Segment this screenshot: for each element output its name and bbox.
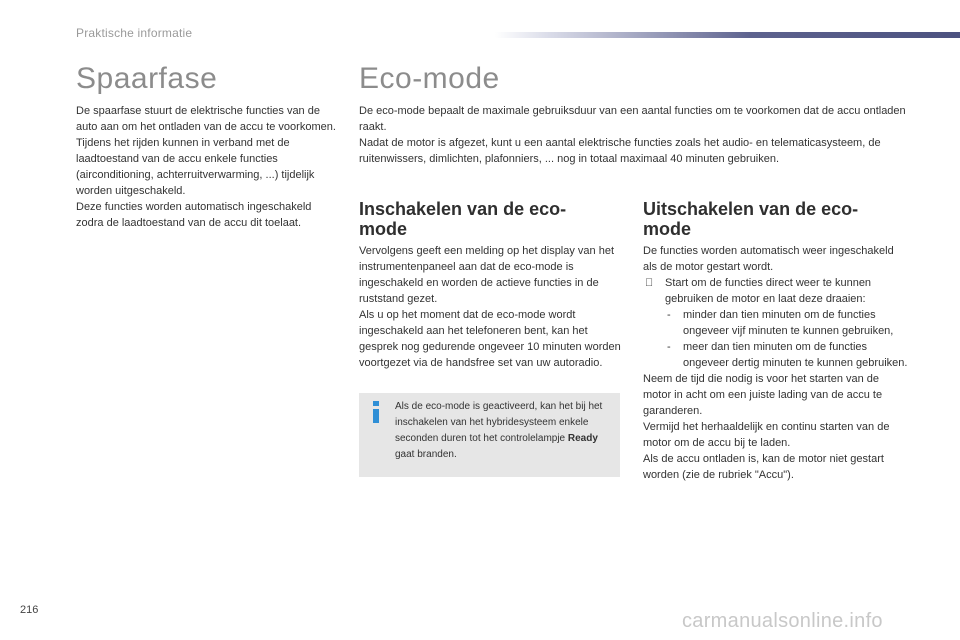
step-marker-icon [645,275,653,291]
page-number: 216 [20,604,39,616]
header-bar [495,32,960,38]
deactivate-paragraph: Als de accu ontladen is, kan de motor niet gestart worden (zie de rubriek "Accu"). [643,453,884,481]
info-text-before: Als de eco-mode is geactiveerd, kan het bij het inschakelen van het hybridesysteem enkele seconden duren tot het controlelampje [395,401,603,444]
deactivate-heading: Uitschakelen van de eco-mode [643,199,859,239]
spaarfase-paragraph: Deze functies worden automatisch ingeschakeld zodra de laadtoestand van de accu dit toelaat. [76,201,312,229]
dash-marker: - [667,309,671,321]
eco-mode-body [359,103,909,167]
sub-item [665,307,908,339]
info-text-after: gaat branden. [395,449,457,460]
spaarfase-title: Spaarfase [76,62,218,95]
spaarfase-body [76,103,338,231]
step-text: Start om de functies direct weer te kunnen gebruiken de motor en laat deze draaien: [665,277,872,305]
eco-mode-paragraph: De eco-mode bepaalt de maximale gebruiksduur van een aantal functies om te voorkomen dat de accu ontladen raakt. [359,105,906,133]
deactivate-paragraph: Neem de tijd die nodig is voor het starten van de motor in acht om een juiste lading van de accu te garanderen. [643,373,883,417]
activate-paragraph: Vervolgens geeft een melding op het display van het instrumentenpaneel aan dat de eco-mode is ingeschakeld en worden de actieve functies in de ruststand gezet. [359,245,615,305]
sub-item-text: minder dan tien minuten om de functies ongeveer vijf minuten te kunnen gebruiken, [683,309,894,337]
deactivate-body [643,243,908,483]
sub-item-text: meer dan tien minuten om de functies ongeveer dertig minuten te kunnen gebruiken. [683,341,908,369]
eco-mode-paragraph: Nadat de motor is afgezet, kunt u een aantal elektrische functies zoals het audio- en telematicasysteem, de ruitenwissers, dimlichten, plafonniers, ... nog in totaal maximaal 40 minuten gebruiken. [359,137,881,165]
section-label: Praktische informatie [76,26,193,40]
watermark: carmanualsonline.info [682,610,883,632]
deactivate-paragraph: Vermijd het herhaaldelijk en continu starten van de motor om de accu bij te laden. [643,421,890,449]
step-sub-list [665,307,908,371]
ready-lamp-label: Ready [567,433,598,444]
deactivate-steps [643,275,908,371]
spaarfase-paragraph: Tijdens het rijden kunnen in verband met de laadtoestand van de accu enkele functies (airconditioning, achterruitverwarming, ...) tijdelijk worden uitgeschakeld. [76,137,315,197]
deactivate-intro: De functies worden automatisch weer ingeschakeld als de motor gestart wordt. [643,245,894,273]
spaarfase-paragraph: De spaarfase stuurt de elektrische functies van de auto aan om het ontladen van de accu te voorkomen. [76,105,336,133]
info-box [359,393,620,477]
activate-paragraph: Als u op het moment dat de eco-mode wordt ingeschakeld aan het telefoneren bent, kan het gesprek nog gedurende ongeveer 10 minuten worden voortgezet via de handsfree set van uw autoradio. [359,309,621,369]
dash-marker: - [667,341,671,353]
eco-mode-title: Eco-mode [359,62,500,95]
info-text [395,399,615,463]
info-icon [369,401,383,423]
activate-heading: Inschakelen van de eco-mode [359,199,567,239]
deactivate-step [643,275,908,371]
activate-body [359,243,621,371]
sub-item [665,339,908,371]
